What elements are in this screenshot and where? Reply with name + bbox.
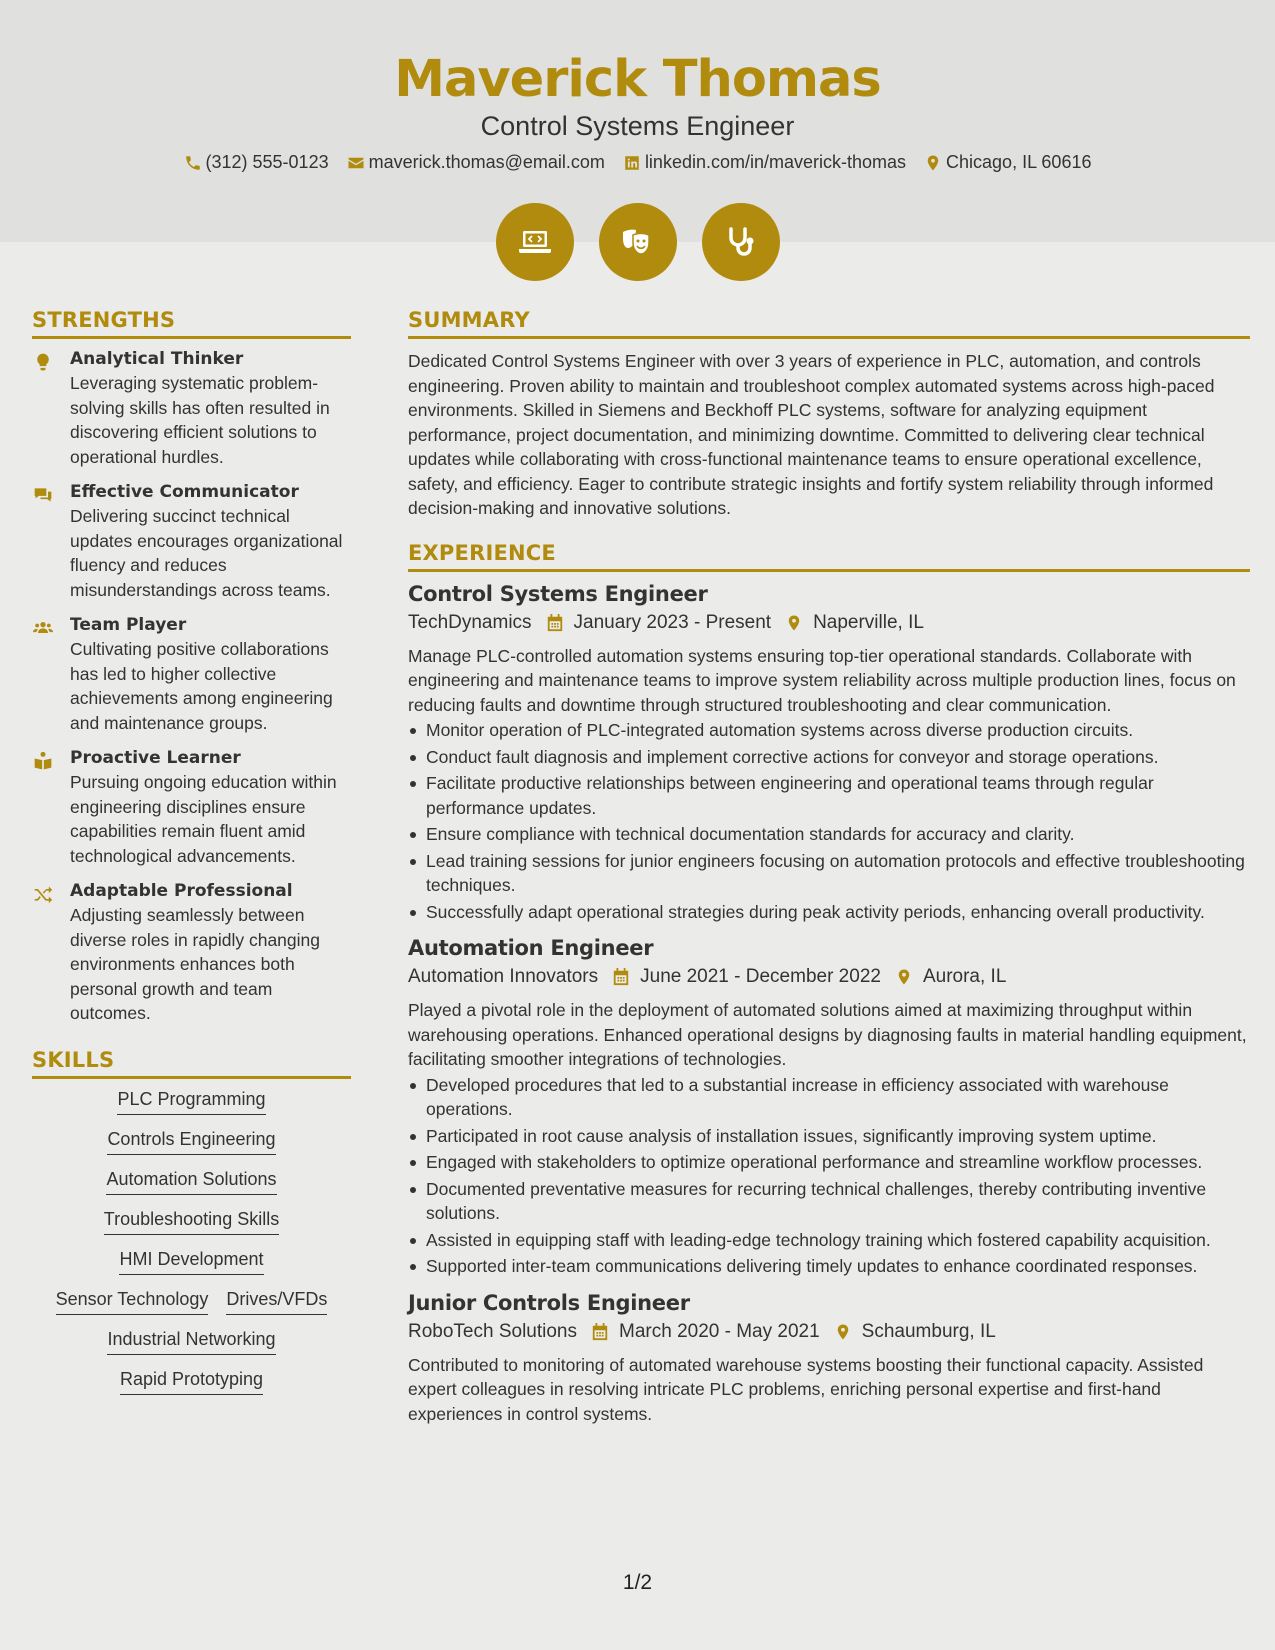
contact-phone[interactable] bbox=[184, 152, 329, 173]
skill-tag: PLC Programming bbox=[117, 1089, 265, 1115]
strengths-heading: STRENGTHS bbox=[32, 308, 351, 339]
strength-title: Proactive Learner bbox=[70, 748, 241, 768]
skills-heading: SKILLS bbox=[32, 1048, 351, 1079]
contact-linkedin[interactable] bbox=[623, 152, 906, 173]
job-location: Schaumburg, IL bbox=[861, 1320, 996, 1342]
left-column bbox=[32, 308, 351, 1409]
location-pin-icon bbox=[895, 967, 913, 987]
job-description: Contributed to monitoring of automated warehouse systems boosting their functional capacity. Assisted expert colleagues in resolving intricate PLC problems, enriching personal expertise and first-hand experiences in control systems. bbox=[408, 1354, 1204, 1424]
bullet-item: Engaged with stakeholders to optimize operational performance and streamline workflow processes. bbox=[408, 1150, 1250, 1175]
bullet-item: Conduct fault diagnosis and implement corrective actions for conveyor and storage operations. bbox=[408, 745, 1250, 770]
job-bullets bbox=[408, 718, 1250, 924]
skill-tag: Rapid Prototyping bbox=[120, 1369, 263, 1395]
calendar-icon bbox=[591, 1322, 609, 1342]
contact-location-text: Chicago, IL 60616 bbox=[946, 152, 1092, 172]
strength-text: Leveraging systematic problem-solving skills has often resulted in discovering efficient solutions to operational hurdles. bbox=[70, 373, 330, 467]
job-bullets bbox=[408, 1073, 1250, 1279]
strength-text: Cultivating positive collaborations has led to higher collective achievements among engineering and maintenance groups. bbox=[70, 639, 333, 733]
strength-item bbox=[32, 881, 351, 1026]
job-company: Automation Innovators bbox=[408, 966, 599, 987]
email-icon bbox=[347, 154, 365, 172]
contact-email-text: maverick.thomas@email.com bbox=[368, 152, 605, 172]
job-company: RoboTech Solutions bbox=[408, 1320, 577, 1342]
laptop-code-icon bbox=[515, 222, 555, 262]
badge-laptop bbox=[496, 203, 574, 281]
job-title: Control Systems Engineer bbox=[408, 581, 708, 606]
bullet-item: Successfully adapt operational strategies during peak activity periods, enhancing overall productivity. bbox=[408, 900, 1250, 925]
lightbulb-icon bbox=[32, 352, 54, 372]
skill-tag: Controls Engineering bbox=[107, 1129, 275, 1155]
strength-title: Adaptable Professional bbox=[70, 881, 293, 901]
location-pin-icon bbox=[785, 613, 803, 633]
job-location: Aurora, IL bbox=[922, 966, 1007, 987]
skills-list bbox=[32, 1089, 351, 1395]
job-entry bbox=[408, 1291, 1250, 1427]
contact-email[interactable] bbox=[347, 152, 605, 173]
contact-linkedin-text: linkedin.com/in/maverick-thomas bbox=[644, 152, 907, 172]
calendar-icon bbox=[612, 967, 630, 987]
calendar-icon bbox=[546, 613, 564, 633]
skill-tag: Automation Solutions bbox=[106, 1169, 276, 1195]
contact-bar bbox=[0, 152, 1275, 173]
skill-tag: Industrial Networking bbox=[107, 1329, 275, 1355]
bullet-item: Supported inter-team communications delivering timely updates to enhance coordinated responses. bbox=[408, 1254, 1250, 1279]
strength-title: Team Player bbox=[70, 615, 187, 635]
bullet-item: Developed procedures that led to a substantial increase in efficiency associated with warehouse operations. bbox=[408, 1073, 1250, 1122]
skill-tag: Sensor Technology bbox=[56, 1289, 209, 1315]
summary-heading: SUMMARY bbox=[408, 308, 1250, 339]
location-pin-icon bbox=[924, 154, 942, 172]
bullet-item: Lead training sessions for junior engineers focusing on automation protocols and effective troubleshooting techniques. bbox=[408, 849, 1250, 898]
strength-text: Adjusting seamlessly between diverse roles in rapidly changing environments enhances both personal growth and team outcomes. bbox=[70, 905, 320, 1023]
skill-tag: Troubleshooting Skills bbox=[104, 1209, 279, 1235]
experience-heading: EXPERIENCE bbox=[408, 541, 1250, 572]
contact-phone-text: (312) 555-0123 bbox=[205, 152, 329, 172]
summary-text: Dedicated Control Systems Engineer with over 3 years of experience in PLC, automation, and controls engineering. Proven ability to maintain and troubleshoot complex automated systems across high-paced environments. Skilled in Siemens and Beckhoff PLC systems, software for analyzing equipment performance, project documentation, and minimizing downtime. Committed to delivering clear technical updates while collaborating with cross-functional maintenance teams to ensure operational excellence, safety, and efficiency. Eager to contribute strategic insights and fortify system reliability through informed decision-making and innovative solutions. bbox=[408, 351, 1215, 518]
badge-medical bbox=[702, 203, 780, 281]
page-number: 1/2 bbox=[622, 1571, 653, 1594]
job-dates: January 2023 - Present bbox=[573, 611, 772, 633]
bullet-item: Participated in root cause analysis of installation issues, significantly improving system uptime. bbox=[408, 1124, 1250, 1149]
theater-masks-icon bbox=[618, 222, 658, 262]
right-column bbox=[408, 308, 1250, 1438]
job-dates: March 2020 - May 2021 bbox=[619, 1320, 820, 1342]
job-location: Naperville, IL bbox=[813, 611, 924, 633]
bullet-item: Monitor operation of PLC-integrated automation systems across diverse production circuits. bbox=[408, 718, 1250, 743]
users-icon bbox=[32, 618, 54, 638]
strength-title: Effective Communicator bbox=[70, 482, 299, 502]
location-pin-icon bbox=[834, 1322, 852, 1342]
candidate-title: Control Systems Engineer bbox=[480, 111, 795, 141]
skill-tag: Drives/VFDs bbox=[226, 1289, 327, 1315]
job-title: Automation Engineer bbox=[408, 936, 654, 960]
job-title: Junior Controls Engineer bbox=[408, 1290, 690, 1315]
contact-location bbox=[924, 152, 1091, 173]
bullet-item: Facilitate productive relationships between engineering and operational teams through regular performance updates. bbox=[408, 771, 1250, 820]
book-reader-icon bbox=[32, 751, 54, 771]
linkedin-icon bbox=[623, 154, 641, 172]
job-description: Played a pivotal role in the deployment of automated solutions aimed at maximizing throughput within warehousing operations. Enhanced operational designs by diagnosing faults in material handling equipment, facilitating smoother integrations of technologies. bbox=[408, 1000, 1247, 1069]
shuffle-icon bbox=[32, 884, 54, 904]
bullet-item: Ensure compliance with technical documentation standards for accuracy and clarity. bbox=[408, 822, 1250, 847]
strength-item bbox=[32, 349, 351, 469]
job-entry bbox=[408, 582, 1250, 925]
bullet-item: Documented preventative measures for recurring technical challenges, thereby contributing inventive solutions. bbox=[408, 1177, 1250, 1226]
bullet-item: Assisted in equipping staff with leading-edge technology training which fostered capability acquisition. bbox=[408, 1228, 1250, 1253]
strength-item bbox=[32, 482, 351, 602]
phone-icon bbox=[184, 154, 202, 172]
strength-item bbox=[32, 615, 351, 735]
strength-text: Delivering succinct technical updates encourages organizational fluency and reduces misunderstandings across teams. bbox=[70, 506, 343, 600]
candidate-name: Maverick Thomas bbox=[394, 50, 881, 109]
comments-icon bbox=[32, 485, 54, 505]
job-entry bbox=[408, 936, 1250, 1279]
strength-item bbox=[32, 748, 351, 868]
strength-text: Pursuing ongoing education within engineering disciplines ensure capabilities remain fluent amid technological advancements. bbox=[70, 772, 337, 866]
job-dates: June 2021 - December 2022 bbox=[640, 966, 881, 987]
interest-badges bbox=[0, 203, 1275, 281]
stethoscope-icon bbox=[721, 222, 761, 262]
job-description: Manage PLC-controlled automation systems ensuring top-tier operational standards. Collaborate with engineering and maintenance teams to improve system reliability across multiple production lines, focus on reducing faults and downtime through structured troubleshooting and clear communication. bbox=[408, 645, 1236, 715]
skill-tag: HMI Development bbox=[119, 1249, 263, 1275]
job-company: TechDynamics bbox=[408, 611, 532, 633]
badge-theater bbox=[599, 203, 677, 281]
strength-title: Analytical Thinker bbox=[70, 349, 244, 369]
